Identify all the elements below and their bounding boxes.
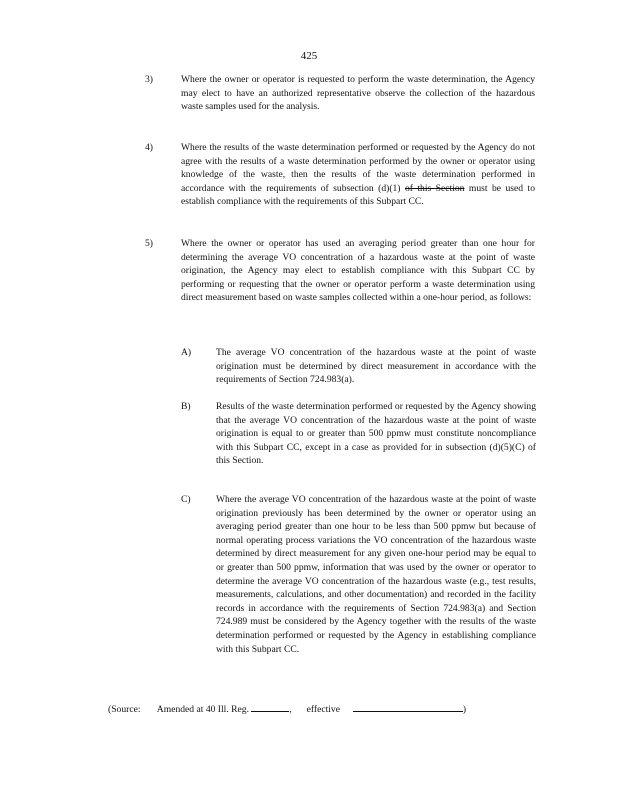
item-label: 5) — [145, 238, 153, 249]
struck-text: of this Section — [404, 182, 465, 194]
source-effective: effective — [306, 704, 340, 715]
subitem-label: A) — [181, 347, 192, 358]
register-blank — [251, 702, 289, 712]
subitem-text: Results of the waste determination performed or requested by the Agency showing that the average VO concentration of the hazardous waste at the point of waste origination is equal to or greater than 500 ppmw must constitute noncompliance with this Subpart CC, except in a case as provided for in subsection (d)(5)(C) of this Section. — [216, 401, 536, 467]
effective-date-blank — [353, 702, 463, 712]
item-label: 4) — [145, 142, 153, 153]
item-text — [181, 141, 535, 209]
subitem-label: B) — [181, 401, 191, 412]
subitem-text: The average VO concentration of the hazardous waste at the point of waste origination must be determined by direct measurement in accordance with the requirements of Section 724.983(a). — [216, 347, 536, 386]
source-close: ) — [462, 704, 467, 715]
source-note — [108, 702, 466, 716]
item-label: 3) — [145, 74, 153, 85]
source-comma: , — [289, 704, 292, 715]
item-text-part: must be used to establish compliance with the requirements of this Subpart CC. — [181, 182, 535, 208]
page-number: 425 — [300, 50, 318, 62]
subitem-label: C) — [181, 494, 191, 505]
source-open: (Source: — [108, 704, 141, 715]
item-text: Where the owner or operator is requested to perform the waste determination, the Agency may elect to have an authorized representative observe the collection of the hazardous waste samples used for the analysis. — [181, 74, 535, 113]
item-text: Where the owner or operator has used an averaging period greater than one hour for determining the average VO concentration of a hazardous waste at the point of waste origination, the Agency may elect to establish compliance with this Subpart CC by performing or requesting that the owner or operator perform a waste determination using direct measurement based on waste samples collected within a one-hour period, as follows: — [181, 238, 535, 304]
item-text-part: Where the results of the waste determination performed or requested by the Agency do not agree with the results of a waste determination performed by the owner or operator using knowledge of the waste, then the results of the waste determination performed in accordance with the requirements of subsection (d)(1) — [181, 142, 535, 194]
subitem-text: Where the average VO concentration of the hazardous waste at the point of waste origination previously has been determined by the owner or operator using an averaging period greater than one hour to be less than 500 ppmw but because of normal operating process variations the VO concentration of the hazardous waste determined by direct measurement for any given one-hour period may be equal to or greater than 500 ppmw, information that was used by the owner or operator to determine the average VO concentration of the hazardous waste (e.g., test results, measurements, calculations, and other documentation) and recorded in the facility records in accordance with the requirements of Section 724.983(a) and Section 724.989 must be considered by the Agency together with the results of the waste determination performed or requested by the Agency in establishing compliance with this Subpart CC. — [216, 494, 536, 655]
source-amended: Amended at 40 Ill. Reg. — [156, 704, 249, 715]
